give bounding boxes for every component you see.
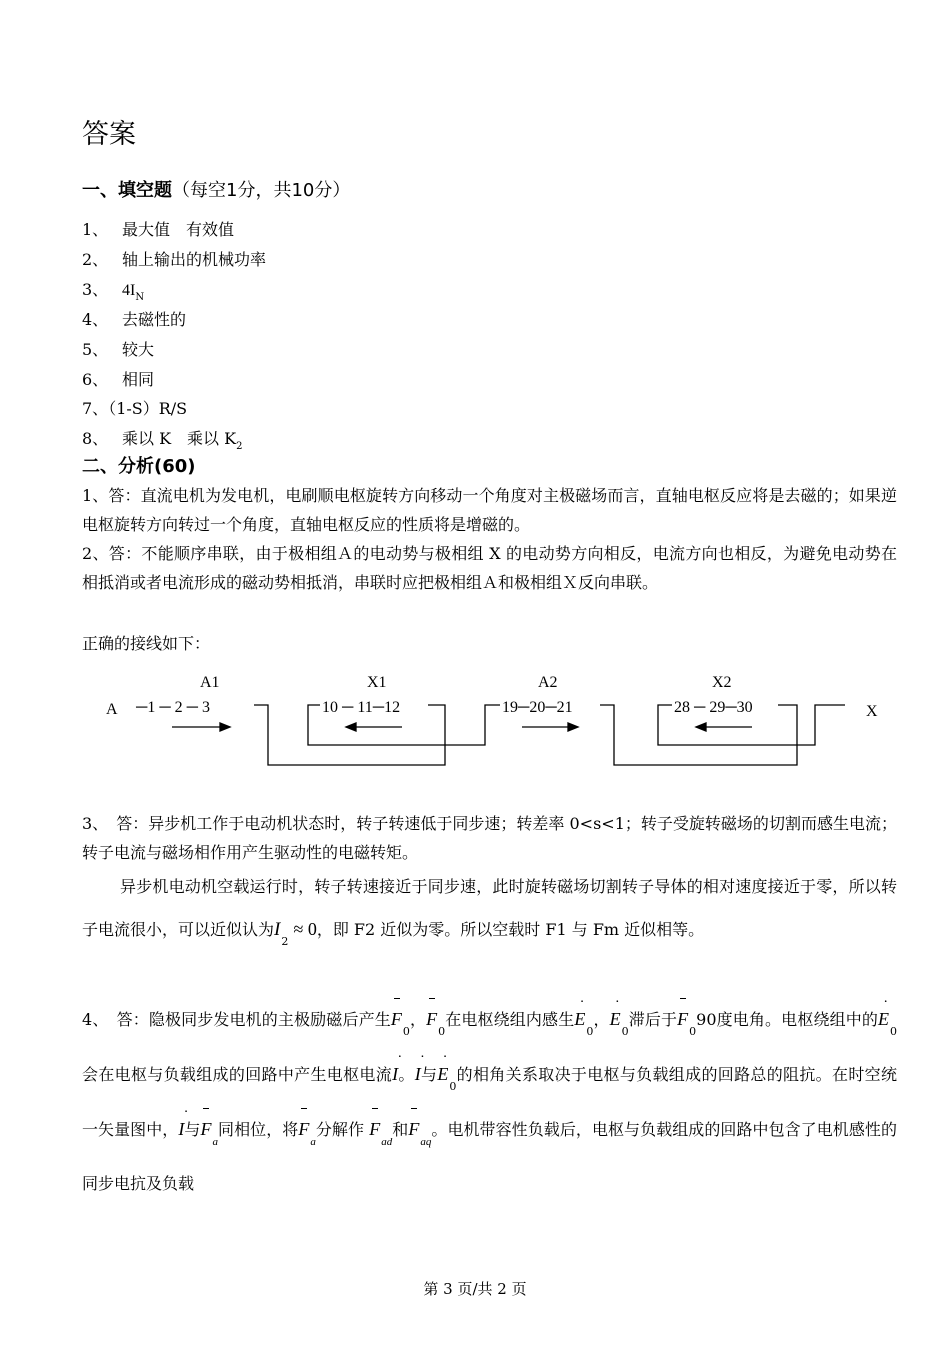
fill-item-3: 3、 $4I_N$ bbox=[82, 280, 145, 303]
group-label-a2: A2 bbox=[538, 674, 558, 691]
section1-heading bbox=[82, 176, 350, 202]
group-label-a1: A1 bbox=[200, 674, 220, 691]
answer-3-part2: 异步机电动机空载运行时，转子转速接近于同步速，此时旋转磁场切割转子导体的相对速度接近于零，所以转子电流很小，可以近似认为$I_2 \approx 0$，即 F2 近似为零。所以空载时 F1 与 Fm 近似相等。 bbox=[82, 877, 897, 948]
wiring-diagram bbox=[0, 660, 950, 780]
fill-item-7: 7、（1-S）R/S bbox=[82, 399, 188, 418]
section2-heading: 二、分析(60) bbox=[82, 456, 196, 477]
answer-4: 4、 答：隐极同步发电机的主极励磁后产生$F_0$，$F_0$在电枢绕组内感生˙ $E_0$，˙ $E_0$滞后于$F_090$度电角。电枢绕组中的˙ $E_0$会在电枢与负载组成的回路中产生电枢电流˙ I。˙ I与˙ $E_0$的相角关系取决于电枢与负载组成的回路总的阻抗。在时空统一矢量图中，˙ I与$F_a$同相位，将$F_a$分解作 $F_{ad}$和$F_{aq}$。电机带容性负载后，电枢与负载组成的回路中包含了电机感性的同步电抗及负载 bbox=[82, 998, 897, 1205]
terminal-a: A bbox=[106, 701, 118, 718]
fill-item-2: 2、 轴上输出的机械功率 bbox=[82, 250, 267, 269]
coil-a2-terminals: 19─20─21 bbox=[502, 699, 573, 716]
coil-x1-terminals: 10 ─ 11─12 bbox=[322, 699, 401, 716]
terminal-x: X bbox=[866, 703, 878, 720]
fill-item-4: 4、 去磁性的 bbox=[82, 310, 187, 329]
fill-item-8: 8、 乘以 K 乘以 $K_2$ bbox=[82, 429, 243, 452]
coil-a1-terminals: ─1 ─ 2 ─ 3 bbox=[136, 699, 211, 716]
fill-item-1: 1、 最大值 有效值 bbox=[82, 220, 235, 239]
group-label-x2: X2 bbox=[712, 674, 732, 691]
page-title: 答案 bbox=[82, 119, 136, 150]
answer-2: 2、答：不能顺序串联，由于极相组Ａ的电动势与极相组 X 的电动势方向相反，电流方向也相反，为避免电动势在相抵消或者电流形成的磁动势相抵消，串联时应把极相组Ａ和极相组Ｘ反向串联。 bbox=[82, 544, 897, 592]
section1-note: （每空1分，共10分） bbox=[172, 180, 351, 201]
answer-1: 1、答：直流电机为发电机，电刷顺电枢旋转方向移动一个角度对主极磁场而言，直轴电枢反应将是去磁的；如果逆电枢旋转方向转过一个角度，直轴电枢反应的性质将是增磁的。 bbox=[82, 486, 897, 534]
fill-item-5: 5、 较大 bbox=[82, 340, 155, 359]
answer-3-part1: 3、 答：异步机工作于电动机状态时，转子转速低于同步速；转差率 0<s<1；转子受旋转磁场的切割而感生电流；转子电流与磁场相作用产生驱动性的电磁转矩。 bbox=[82, 814, 897, 862]
current-arrows bbox=[172, 723, 752, 731]
section1-title: 一、填空题 bbox=[82, 180, 172, 201]
coil-x2-terminals: 28 ─ 29─30 bbox=[674, 699, 753, 716]
group-label-x1: X1 bbox=[367, 674, 387, 691]
fill-item-6: 6、 相同 bbox=[82, 370, 155, 389]
page-footer: 第 3 页/共 2 页 bbox=[423, 1280, 527, 1298]
wiring-caption: 正确的接线如下： bbox=[82, 634, 211, 653]
